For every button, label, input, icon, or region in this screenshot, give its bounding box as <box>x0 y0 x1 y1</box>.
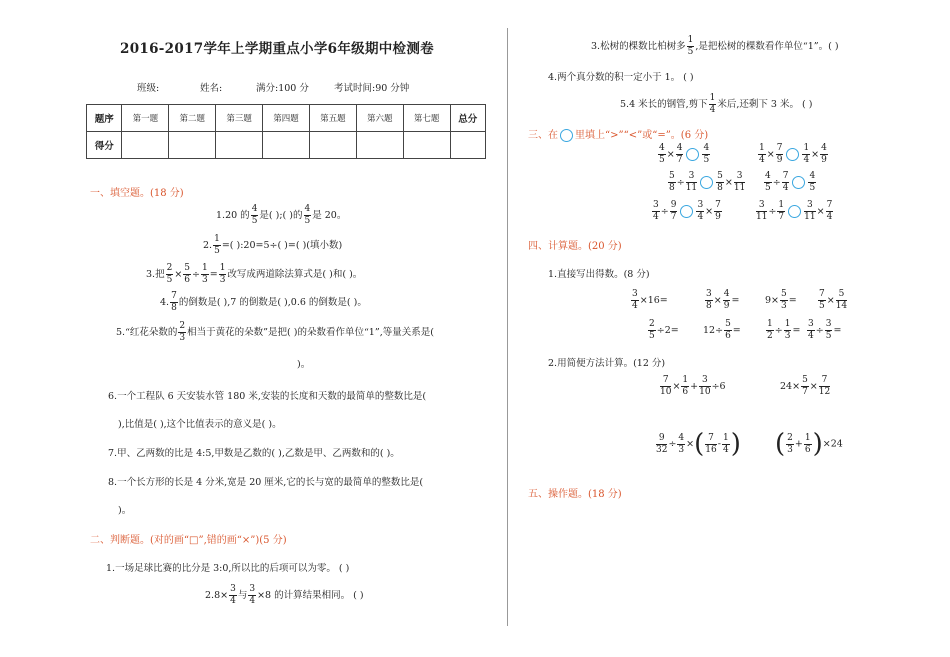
question-2-4: 4.两个真分数的积一定小于 1。 ( ) <box>548 72 694 83</box>
fraction <box>652 201 660 222</box>
denominator: 4 <box>803 155 810 165</box>
numerator: 1 <box>767 319 773 329</box>
calc-1: $\frac{3}{4}$ ×16= <box>632 289 668 311</box>
denominator: 4 <box>782 183 789 193</box>
score-table <box>86 104 486 159</box>
fraction <box>631 290 639 311</box>
numerator: 1 <box>759 143 765 153</box>
comparison-5: $\frac{3}{4}$ ÷ $\frac{9}{7}$ $\frac{3}{4}$ × $\frac{7}{9}$ <box>653 200 721 222</box>
table-header: 第七题 <box>403 105 450 132</box>
fraction <box>166 264 174 285</box>
denominator: 4 <box>230 596 236 606</box>
fraction <box>756 201 767 222</box>
denominator: 5 <box>687 47 694 57</box>
fraction <box>723 290 731 311</box>
denominator: 5 <box>649 331 655 341</box>
fraction <box>826 201 834 222</box>
fraction <box>819 376 830 397</box>
question-1-6-end: ),比值是( ),这个比值表示的意义是( )。 <box>118 419 282 430</box>
denominator: 7 <box>670 212 677 222</box>
comparison-1: $\frac{4}{5}$ × $\frac{4}{7}$ $\frac{4}{5}$ <box>659 143 710 165</box>
calc-6: 12÷ $\frac{5}{6}$ = <box>703 319 741 341</box>
denominator: 5 <box>214 246 220 256</box>
score-cell[interactable] <box>450 132 485 159</box>
fraction <box>705 434 716 455</box>
table-row <box>87 132 486 159</box>
fraction <box>170 292 178 313</box>
answer-circle[interactable] <box>788 205 801 218</box>
fraction <box>776 144 784 165</box>
section-4-heading: 四、计算题。(20 分) <box>528 241 622 252</box>
numerator: 5 <box>669 171 675 181</box>
score-cell[interactable] <box>216 132 263 159</box>
question-1-8: 8.一个长方形的长是 4 分米,宽是 20 厘米,它的长与宽的最简单的整数比是( <box>108 477 424 488</box>
numerator: 3 <box>249 584 256 594</box>
question-1-8-end: )。 <box>118 505 132 516</box>
score-cell[interactable] <box>169 132 216 159</box>
numerator: 1 <box>214 234 220 244</box>
denominator: 11 <box>733 183 746 193</box>
column-divider <box>507 28 508 626</box>
fraction <box>802 144 810 165</box>
question-2-1: 1.一场足球比赛的比分是 3:0,所以比的后项可以为零。 ( ) <box>106 563 350 574</box>
comparison-6: $\frac{3}{11}$ ÷ $\frac{1}{7}$ $\frac{3}{11}$ × $\frac{7}{4}$ <box>756 200 833 222</box>
denominator: 8 <box>717 183 723 193</box>
fraction <box>699 376 710 397</box>
numerator: 3 <box>230 584 236 594</box>
numerator: 4 <box>676 143 683 153</box>
question-1-5: 5.“红花朵数的 $\frac{2}{3}$ 相当于黄花的朵数”是把( )的朵数看作单位“1”,等量关系是( <box>116 321 434 343</box>
fraction <box>714 201 722 222</box>
section-3-heading: 三、在 里填上“>”“<”或“=”。(6 分) <box>528 130 709 141</box>
calc-9: $\frac{7}{10}$ × $\frac{1}{6}$ + $\frac{3}{10}$ ÷6 <box>660 375 726 397</box>
fraction <box>818 290 826 311</box>
time-label: 考试时间:90 分钟 <box>334 83 410 94</box>
numerator: 4 <box>304 204 311 214</box>
numerator: 3 <box>699 376 710 387</box>
score-cell[interactable] <box>263 132 310 159</box>
numerator: 9 <box>656 434 667 445</box>
denominator: 3 <box>219 275 226 285</box>
numerator: 5 <box>717 171 723 181</box>
fraction <box>213 235 221 256</box>
fraction <box>656 434 667 455</box>
denominator: 5 <box>809 183 816 193</box>
comparison-3: $\frac{5}{8}$ ÷ $\frac{3}{11}$ $\frac{5}{8}$ × $\frac{3}{11}$ <box>669 171 746 193</box>
fraction <box>219 264 227 285</box>
fraction <box>709 94 717 115</box>
denominator: 11 <box>685 183 698 193</box>
calc-5: $\frac{2}{5}$ ÷2= <box>649 319 679 341</box>
numerator: 7 <box>715 200 721 210</box>
parenthesis: ( <box>775 429 786 459</box>
question-1-7: 7.甲、乙两数的比是 4:5,甲数是乙数的( ),乙数是甲、乙两数和的( )。 <box>108 448 400 459</box>
numerator: 2 <box>649 319 655 329</box>
fraction <box>777 201 785 222</box>
fraction <box>183 264 191 285</box>
numerator: 7 <box>782 171 789 181</box>
sub-question-4-1: 1.直接写出得数。(8 分) <box>548 269 650 280</box>
calc-3: 9× $\frac{5}{3}$ = <box>765 289 797 311</box>
denominator: 9 <box>723 301 730 311</box>
denominator: 6 <box>184 275 191 285</box>
score-cell[interactable] <box>403 132 450 159</box>
question-2-2: 2.8× $\frac{3}{4}$ 与 $\frac{3}{4}$ ×8 的计算结果相同。 ( ) <box>205 584 364 606</box>
denominator: 4 <box>722 444 729 455</box>
numerator: 1 <box>201 263 208 273</box>
question-1-2: 2. $\frac{1}{5}$ =( ):20=5÷( )=( )(填小数) <box>203 234 343 256</box>
full-score-label: 满分:100 分 <box>256 83 309 94</box>
circle-icon <box>560 129 573 142</box>
numerator: 1 <box>804 432 811 443</box>
fraction <box>780 290 788 311</box>
table-header: 第一题 <box>122 105 169 132</box>
fraction <box>658 144 666 165</box>
denominator: 5 <box>703 155 710 165</box>
denominator: 6 <box>682 387 689 397</box>
calc-12: ( $\frac{2}{3}$ + $\frac{1}{6}$ )×24 <box>775 429 843 459</box>
section-1-heading: 一、填空题。(18 分) <box>90 188 184 199</box>
question-1-3: 3.把 $\frac{2}{5}$ × $\frac{5}{6}$ ÷ $\frac{1}{3}$ = $\frac{1}{3}$ 改写成两道除法算式是( )和( )。 <box>146 263 363 285</box>
denominator: 4 <box>653 212 659 222</box>
denominator: 9 <box>776 155 783 165</box>
numerator: 9 <box>670 200 677 210</box>
numerator: 4 <box>251 204 258 214</box>
numerator: 7 <box>826 200 833 210</box>
denominator: 6 <box>725 331 731 341</box>
section-2-heading: 二、判断题。(对的画“□”,错的画“×”)(5 分) <box>90 535 287 546</box>
numerator: 7 <box>819 289 825 299</box>
denominator: 5 <box>659 155 665 165</box>
answer-circle[interactable] <box>792 176 805 189</box>
question-2-3: 3.松树的棵数比柏树多 $\frac{1}{5}$ ,是把松树的棵数看作单位“1”。( ) <box>591 35 839 57</box>
fraction <box>764 172 772 193</box>
question-2-5: 5.4 米长的钢管,剪下 $\frac{1}{4}$ 米后,还剩下 3 米。 ( ) <box>620 93 813 115</box>
numerator: 4 <box>678 432 685 443</box>
denominator: 5 <box>825 331 832 341</box>
denominator: 8 <box>706 301 712 311</box>
numerator: 5 <box>184 263 191 273</box>
numerator: 7 <box>819 376 830 387</box>
numerator: 4 <box>821 143 827 153</box>
numerator: 1 <box>784 319 791 329</box>
denominator: 9 <box>715 212 721 222</box>
denominator: 4 <box>249 596 256 606</box>
calc-2: $\frac{3}{8}$ × $\frac{4}{9}$ = <box>706 289 740 311</box>
denominator: 12 <box>818 387 831 397</box>
denominator: 4 <box>808 331 814 341</box>
denominator: 10 <box>660 387 672 397</box>
denominator: 3 <box>784 331 791 341</box>
numerator: 4 <box>765 171 771 181</box>
numerator: 2 <box>787 432 793 443</box>
fraction <box>702 144 710 165</box>
question-1-4: 4. $\frac{7}{8}$ 的倒数是( ),7 的倒数是( ),0.6 的倒数是( )。 <box>160 291 367 313</box>
fraction <box>201 264 209 285</box>
fraction <box>248 585 256 606</box>
numerator: 1 <box>803 143 810 153</box>
fraction <box>716 172 724 193</box>
numerator: 7 <box>776 143 783 153</box>
denominator: 11 <box>804 212 816 222</box>
numerator: 4 <box>723 289 730 299</box>
numerator: 3 <box>706 289 712 299</box>
denominator: 7 <box>676 155 683 165</box>
denominator: 3 <box>781 301 787 311</box>
denominator: 6 <box>804 444 811 455</box>
numerator: 3 <box>825 319 832 329</box>
calc-7: $\frac{1}{2}$ ÷ $\frac{1}{3}$ = <box>767 319 801 341</box>
denominator: 4 <box>709 105 716 115</box>
calc-10: 24× $\frac{5}{7}$ × $\frac{7}{12}$ <box>780 375 831 397</box>
denominator: 4 <box>697 212 704 222</box>
numerator: 5 <box>725 319 731 329</box>
numerator: 5 <box>836 290 847 301</box>
numerator: 1 <box>687 35 694 45</box>
denominator: 2 <box>767 331 773 341</box>
numerator: 4 <box>809 171 816 181</box>
table-header: 第二题 <box>169 105 216 132</box>
fraction <box>687 36 695 57</box>
answer-circle[interactable] <box>700 176 713 189</box>
fraction <box>724 320 732 341</box>
denominator: 8 <box>171 303 177 313</box>
table-header: 第五题 <box>309 105 356 132</box>
fraction <box>758 144 766 165</box>
table-cell: 得分 <box>87 132 122 159</box>
numerator: 7 <box>705 434 716 445</box>
sub-question-4-2: 2.用简便方法计算。(12 分) <box>548 358 666 369</box>
denominator: 32 <box>656 444 668 455</box>
comparison-2: $\frac{1}{4}$ × $\frac{7}{9}$ $\frac{1}{4}$ × $\frac{4}{9}$ <box>759 143 827 165</box>
parenthesis: ( <box>694 429 705 459</box>
table-header: 第三题 <box>216 105 263 132</box>
denominator: 11 <box>756 212 768 222</box>
fraction <box>677 434 685 455</box>
fraction <box>825 320 833 341</box>
table-header: 题序 <box>87 105 122 132</box>
numerator: 1 <box>722 432 729 443</box>
numerator: 3 <box>734 172 745 183</box>
denominator: 8 <box>669 183 675 193</box>
numerator: 3 <box>632 289 638 299</box>
fraction <box>229 585 237 606</box>
name-label: 姓名: <box>200 83 223 94</box>
denominator: 9 <box>821 155 827 165</box>
denominator: 4 <box>759 155 765 165</box>
numerator: 1 <box>709 93 716 103</box>
denominator: 14 <box>835 301 848 311</box>
numerator: 2 <box>166 263 173 273</box>
class-label: 班级: <box>137 83 160 94</box>
fraction <box>660 376 671 397</box>
numerator: 1 <box>682 375 689 385</box>
answer-circle[interactable] <box>786 148 799 161</box>
table-row <box>87 105 486 132</box>
question-1-1: 1.20 的 $\frac{4}{5}$ 是( );( )的 $\frac{4}{5}$ 是 20。 <box>216 204 347 226</box>
fraction <box>648 320 656 341</box>
fraction <box>836 290 847 311</box>
numerator: 1 <box>778 200 785 210</box>
fraction <box>251 205 259 226</box>
numerator: 5 <box>781 289 787 299</box>
numerator: 7 <box>660 376 671 387</box>
parenthesis: ) <box>812 429 823 459</box>
fraction <box>766 320 774 341</box>
denominator: 7 <box>778 212 785 222</box>
denominator: 5 <box>166 275 173 285</box>
denominator: 16 <box>705 444 717 455</box>
calc-11: $\frac{9}{32}$ ÷ $\frac{4}{3}$ ×( $\frac{7}{16}$ - $\frac{1}{4}$ ) <box>656 429 741 459</box>
fraction <box>820 144 828 165</box>
table-header: 总分 <box>450 105 485 132</box>
fraction <box>782 172 790 193</box>
numerator: 2 <box>179 321 186 331</box>
denominator: 5 <box>304 216 311 226</box>
denominator: 5 <box>251 216 258 226</box>
calc-4: $\frac{7}{5}$ × $\frac{5}{14}$ <box>819 289 848 311</box>
fraction <box>786 434 794 455</box>
fraction <box>801 376 809 397</box>
numerator: 3 <box>808 319 814 329</box>
numerator: 4 <box>703 143 710 153</box>
fraction <box>304 205 312 226</box>
numerator: 5 <box>802 375 808 385</box>
score-cell[interactable] <box>122 132 169 159</box>
numerator: 3 <box>653 200 659 210</box>
parenthesis: ) <box>730 429 741 459</box>
fraction <box>804 201 815 222</box>
fraction <box>681 376 689 397</box>
numerator: 4 <box>659 143 665 153</box>
denominator: 7 <box>802 387 808 397</box>
fraction <box>178 322 186 343</box>
fraction <box>670 201 678 222</box>
numerator: 1 <box>219 263 226 273</box>
answer-circle[interactable] <box>686 148 699 161</box>
question-1-6: 6.一个工程队 6 天安装水管 180 米,安装的长度和天数的最简单的整数比是( <box>108 391 427 402</box>
score-cell[interactable] <box>356 132 403 159</box>
fraction <box>686 172 697 193</box>
score-cell[interactable] <box>309 132 356 159</box>
denominator: 4 <box>826 212 833 222</box>
page-title: 2016-2017学年上学期重点小学6年级期中检测卷 <box>120 41 434 57</box>
denominator: 3 <box>179 333 186 343</box>
numerator: 3 <box>756 201 767 212</box>
denominator: 10 <box>699 387 711 397</box>
table-header: 第四题 <box>263 105 310 132</box>
denominator: 5 <box>819 301 825 311</box>
fraction <box>696 201 704 222</box>
fraction <box>808 172 816 193</box>
numerator: 7 <box>171 291 177 301</box>
numerator: 3 <box>697 200 704 210</box>
denominator: 3 <box>678 444 685 455</box>
fraction <box>705 290 713 311</box>
answer-circle[interactable] <box>680 205 693 218</box>
fraction <box>676 144 684 165</box>
fraction <box>784 320 792 341</box>
numerator: 3 <box>804 201 815 212</box>
fraction <box>804 434 812 455</box>
fraction <box>734 172 745 193</box>
denominator: 4 <box>632 301 638 311</box>
fraction <box>668 172 676 193</box>
fraction <box>722 434 730 455</box>
question-1-5-end: )。 <box>297 359 311 370</box>
fraction <box>807 320 815 341</box>
denominator: 3 <box>201 275 208 285</box>
table-header: 第六题 <box>356 105 403 132</box>
denominator: 5 <box>765 183 771 193</box>
denominator: 3 <box>787 444 793 455</box>
section-5-heading: 五、操作题。(18 分) <box>528 489 622 500</box>
comparison-4: $\frac{4}{5}$ ÷ $\frac{7}{4}$ $\frac{4}{5}$ <box>765 171 816 193</box>
numerator: 3 <box>686 172 697 183</box>
calc-8: $\frac{3}{4}$ ÷ $\frac{3}{5}$ = <box>808 319 842 341</box>
